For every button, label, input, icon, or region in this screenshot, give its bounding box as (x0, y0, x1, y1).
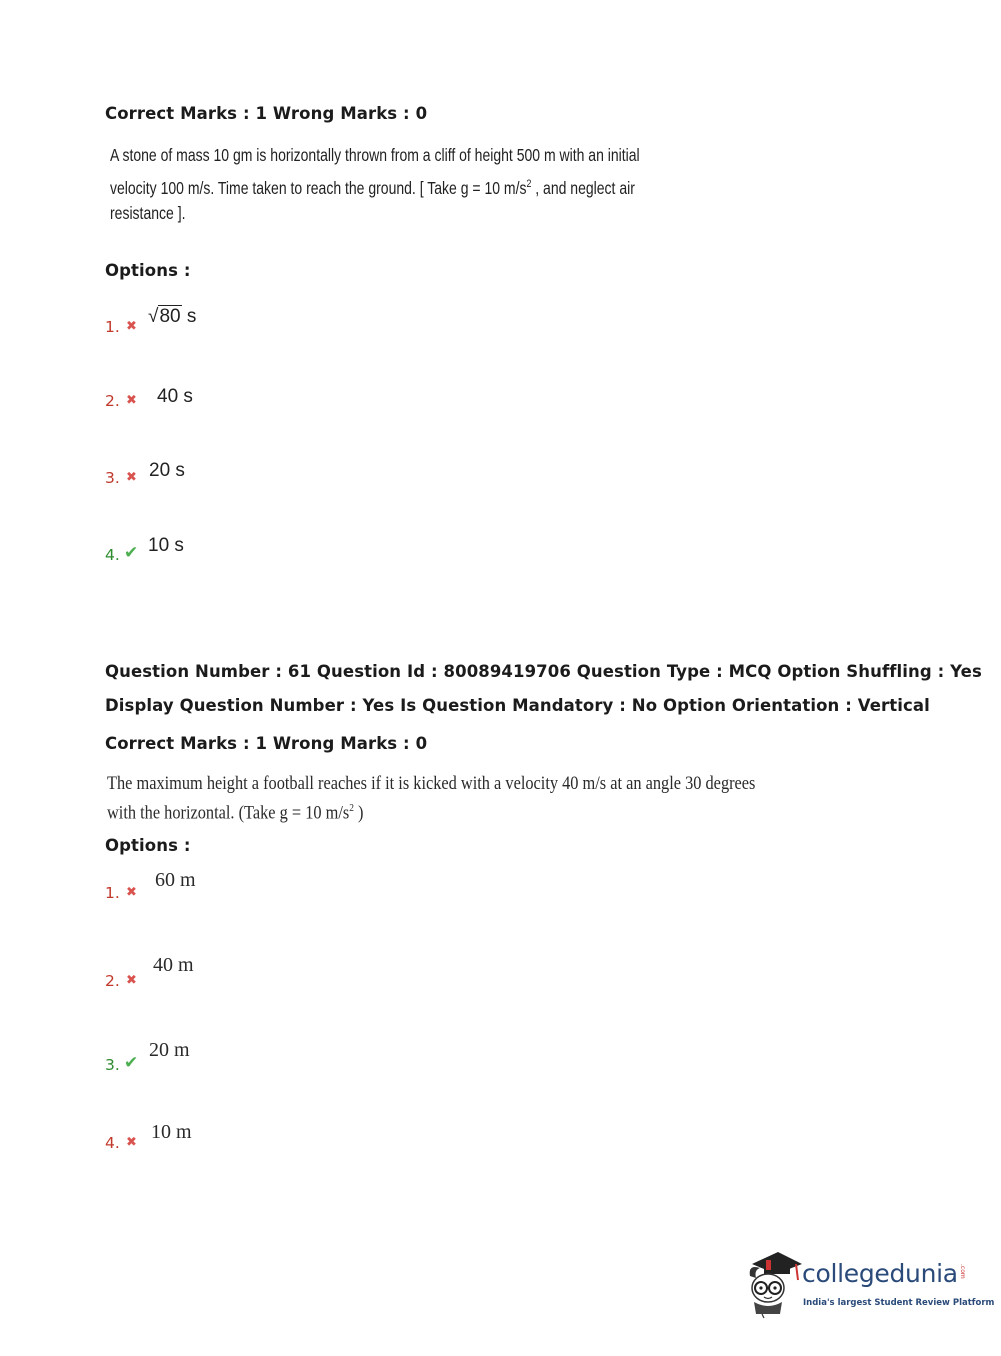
sqrt-icon: √ (148, 306, 159, 327)
q60-question-line-2: velocity 100 m/s. Time taken to reach the ground. [ Take g = 10 $m/s^2$ , and neglect air (110, 177, 635, 198)
check-icon: ✔ (124, 543, 139, 563)
cross-icon: ✖ (126, 885, 137, 900)
q61-option-4-number: 4. (105, 1134, 120, 1152)
logo-tagline: India's largest Student Review Platform (803, 1298, 995, 1308)
q60-question-line-1: A stone of mass 10 gm is horizontally thrown from a cliff of height 500 m with an initial (110, 145, 640, 165)
q61-meta-line-1: Question Number : 61 Question Id : 80089419706 Question Type : MCQ Option Shuffling : Yes (105, 662, 982, 681)
q61-option-1-value: 60 m (155, 869, 196, 891)
q60-option-3-value: 20 s (149, 460, 185, 481)
cross-icon: ✖ (126, 470, 137, 485)
logo-domain: .com (959, 1264, 966, 1279)
q60-option-4-value: 10 s (148, 535, 184, 556)
q60-question-line-3: resistance ]. (110, 203, 186, 223)
q61-option-3-number: 3. (105, 1056, 120, 1074)
q60-option-2-value: 40 s (157, 386, 193, 407)
mascot-icon (744, 1250, 802, 1320)
q61-option-4-value: 10 m (151, 1121, 192, 1143)
q60-option-1-unit: s (181, 306, 197, 327)
q61-option-2-value: 40 m (153, 954, 194, 976)
q61-meta-line-2: Display Question Number : Yes Is Question Mandatory : No Option Orientation : Vertical (105, 696, 930, 715)
q61-option-3-value: 20 m (149, 1039, 190, 1061)
cross-icon: ✖ (126, 319, 137, 334)
q60-option-1-value (148, 306, 196, 328)
logo-wordmark: collegedunia (802, 1259, 958, 1288)
q61-marks-line: Correct Marks : 1 Wrong Marks : 0 (105, 734, 428, 753)
q60-option-1-number: 1. (105, 318, 120, 336)
q60-option-1-radicand: 80 (159, 306, 181, 327)
collegedunia-logo (744, 1250, 995, 1320)
q60-options-label: Options : (105, 261, 191, 280)
cross-icon: ✖ (126, 973, 137, 988)
q60-option-3-number: 3. (105, 469, 120, 487)
q61-option-2-number: 2. (105, 972, 120, 990)
cross-icon: ✖ (126, 393, 137, 408)
q60-marks-line: Correct Marks : 1 Wrong Marks : 0 (105, 104, 428, 123)
check-icon: ✔ (124, 1053, 139, 1073)
q61-options-label: Options : (105, 836, 191, 855)
q61-question-line-2: with the horizontal. (Take g = 10 $m/s^2$ ) (107, 802, 364, 824)
cross-icon: ✖ (126, 1135, 137, 1150)
q61-option-1-number: 1. (105, 884, 120, 902)
q61-question-line-1: The maximum height a football reaches if it is kicked with a velocity 40 m/s at an angle 30 degrees (107, 773, 756, 794)
q60-option-2-number: 2. (105, 392, 120, 410)
q60-option-4-number: 4. (105, 546, 120, 564)
